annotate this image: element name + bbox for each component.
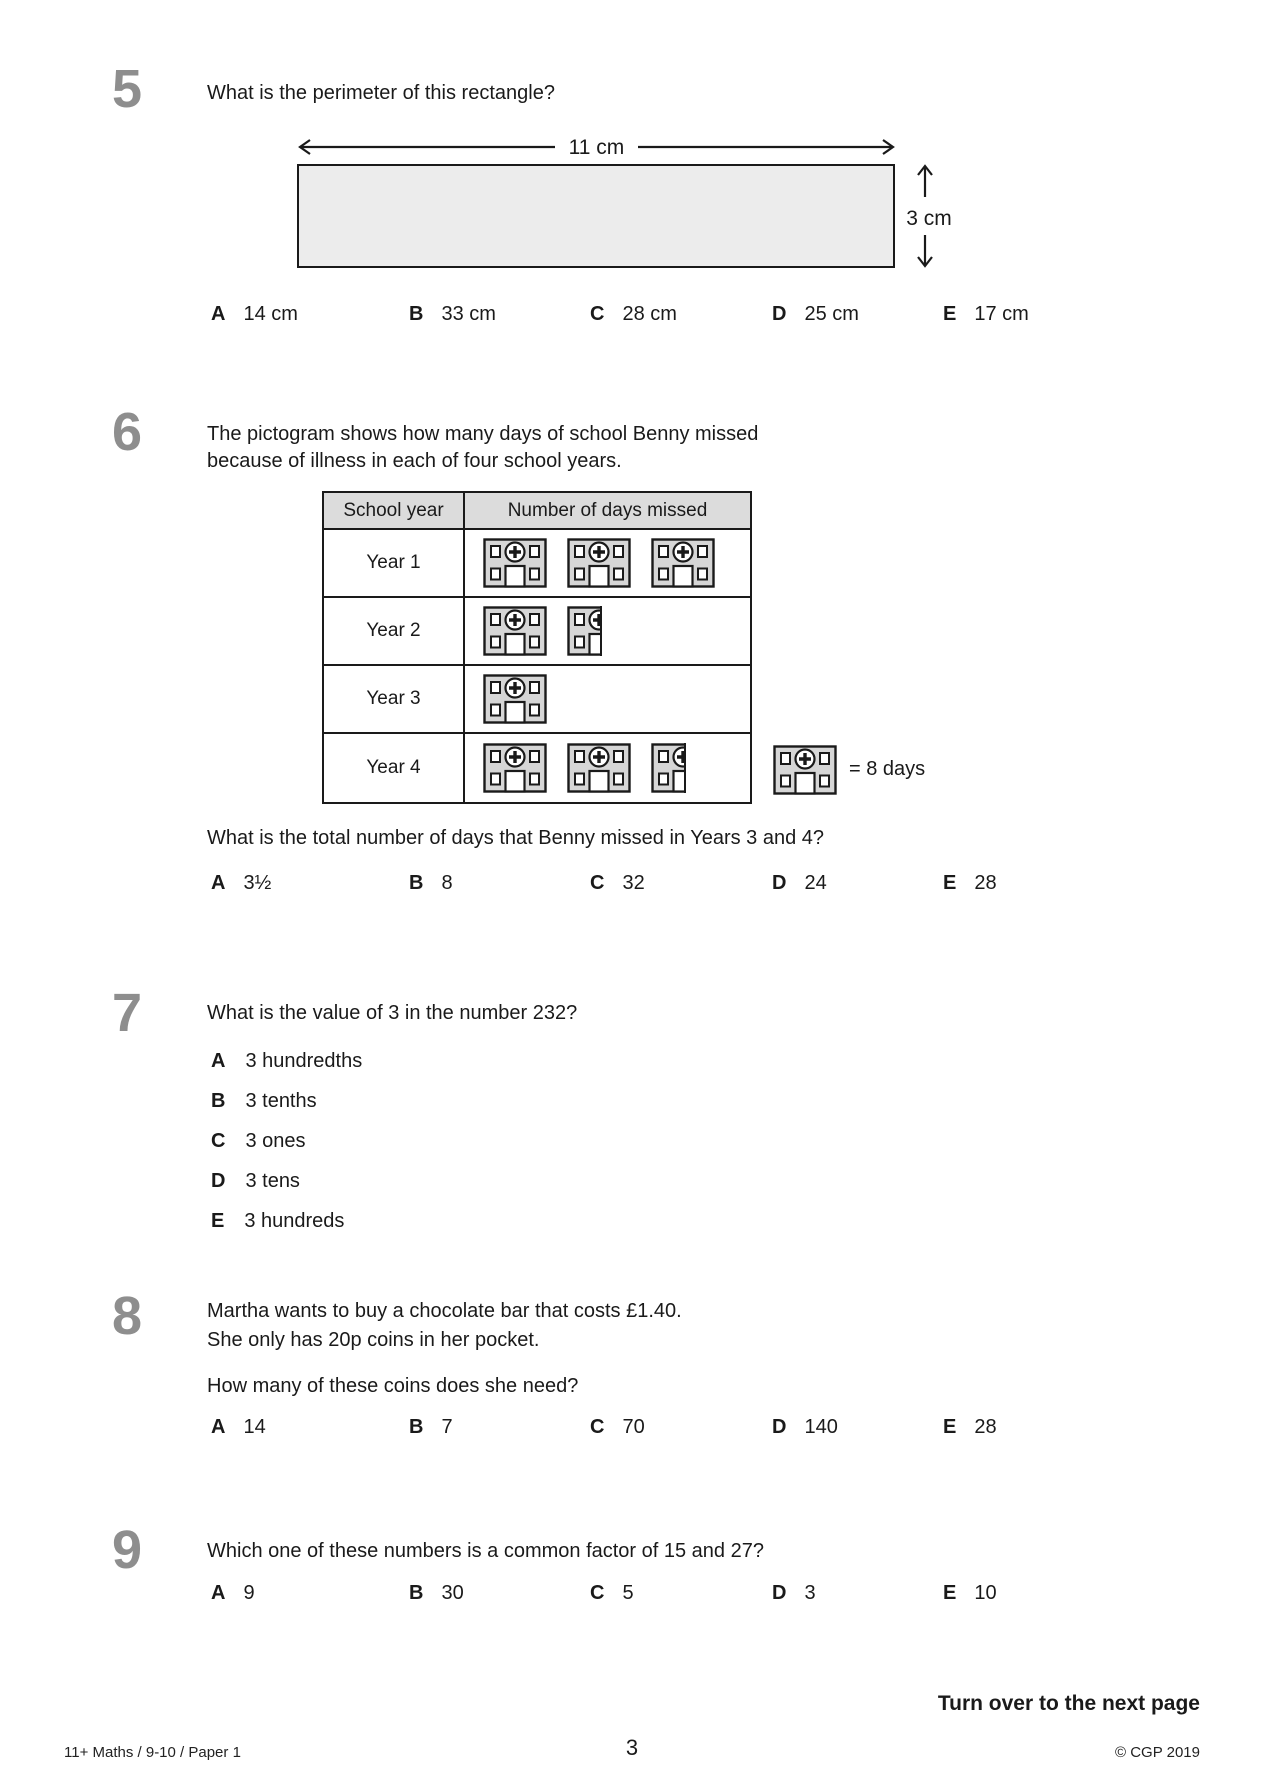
q9-option-c <box>590 1582 634 1605</box>
q6-question-line2: because of illness in each of four school years. <box>207 450 622 472</box>
table-header-days-missed: Number of days missed <box>465 493 750 530</box>
q8-option-d <box>772 1416 838 1439</box>
option-letter: D <box>211 1170 226 1192</box>
option-value: 17 cm <box>974 303 1029 325</box>
table-header-row <box>324 493 750 530</box>
option-letter: D <box>772 1416 787 1438</box>
q9-option-a <box>211 1582 255 1605</box>
turn-over-note: Turn over to the next page <box>937 1692 1200 1715</box>
q6-question-line1: The pictogram shows how many days of school Benny missed <box>207 423 759 445</box>
option-letter: B <box>211 1090 226 1112</box>
option-value: 5 <box>622 1582 634 1604</box>
q9-option-d <box>772 1582 816 1605</box>
q8-option-a <box>211 1416 266 1439</box>
option-value: 30 <box>441 1582 464 1604</box>
option-letter: B <box>409 303 424 325</box>
q7-option-b <box>211 1090 317 1113</box>
option-value: 33 cm <box>441 303 496 325</box>
width-dimension-label: 11 cm <box>568 136 625 159</box>
pictogram-cell-year3 <box>465 666 750 734</box>
school-building-icon <box>483 743 547 793</box>
pictogram-cell-year4 <box>465 734 750 802</box>
q9-option-b <box>409 1582 464 1605</box>
option-letter: C <box>211 1130 226 1152</box>
pictogram-table <box>322 491 752 804</box>
page-number: 3 <box>625 1735 639 1760</box>
table-row <box>324 530 750 598</box>
option-value: 10 <box>974 1582 997 1604</box>
q5-options <box>0 303 1264 331</box>
row-label-year2: Year 2 <box>324 598 465 666</box>
q6-option-a <box>211 872 271 895</box>
q6-option-b <box>409 872 453 895</box>
option-value: 28 cm <box>622 303 677 325</box>
q6-question-text: What is the total number of days that Benny missed in Years 3 and 4? <box>207 827 825 849</box>
school-building-icon <box>567 538 631 588</box>
option-value: 140 <box>804 1416 838 1438</box>
q9-option-e <box>943 1582 997 1605</box>
option-letter: D <box>772 872 787 894</box>
q8-question-line3: How many of these coins does she need? <box>207 1375 579 1397</box>
option-letter: C <box>590 1416 605 1438</box>
height-dimension-label: 3 cm <box>906 207 952 230</box>
pictogram-key-label: = 8 days <box>849 757 926 780</box>
option-letter: A <box>211 1582 226 1604</box>
option-value: 14 <box>243 1416 266 1438</box>
q5-option-b <box>409 303 496 326</box>
school-building-icon <box>567 743 631 793</box>
school-building-icon <box>483 606 547 656</box>
q6-option-d <box>772 872 827 895</box>
table-row <box>324 666 750 734</box>
q8-option-b <box>409 1416 453 1439</box>
q5-option-c <box>590 303 677 326</box>
option-letter: C <box>590 872 605 894</box>
half-school-building-icon <box>567 606 602 656</box>
table-row <box>324 598 750 666</box>
option-value: 8 <box>441 872 453 894</box>
pictogram-cell-year2 <box>465 598 750 666</box>
q7-option-d <box>211 1170 300 1193</box>
option-value: 7 <box>441 1416 453 1438</box>
q8-question-line2: She only has 20p coins in her pocket. <box>207 1329 540 1351</box>
school-building-icon <box>651 538 715 588</box>
option-letter: B <box>409 872 424 894</box>
pictogram-key-school-building-icon <box>773 744 837 794</box>
option-value: 24 <box>804 872 827 894</box>
pictogram-key <box>773 744 925 794</box>
q8-question-line1: Martha wants to buy a chocolate bar that costs £1.40. <box>207 1300 682 1322</box>
option-letter: A <box>211 303 226 325</box>
option-value: 3 ones <box>245 1130 306 1152</box>
option-value: 3 hundreds <box>244 1210 345 1232</box>
row-label-year1: Year 1 <box>324 530 465 598</box>
option-letter: E <box>943 1582 957 1604</box>
q6-option-e <box>943 872 997 895</box>
option-value: 70 <box>622 1416 645 1438</box>
option-value: 3 tens <box>245 1170 300 1192</box>
q5-option-d <box>772 303 859 326</box>
table-row <box>324 734 750 802</box>
option-letter: D <box>772 303 787 325</box>
option-letter: E <box>943 872 957 894</box>
q9-question-text: Which one of these numbers is a common factor of 15 and 27? <box>207 1540 764 1562</box>
row-label-year3: Year 3 <box>324 666 465 734</box>
option-letter: E <box>943 1416 957 1438</box>
q5-option-e <box>943 303 1029 326</box>
option-letter: A <box>211 872 226 894</box>
question-number-5: 5 <box>112 59 143 119</box>
question-number-6: 6 <box>112 402 143 462</box>
question-number-7: 7 <box>112 983 143 1043</box>
q9-options <box>0 1582 1264 1610</box>
pictogram-cell-year1 <box>465 530 750 598</box>
option-letter: A <box>211 1050 226 1072</box>
option-letter: C <box>590 1582 605 1604</box>
option-value: 3½ <box>243 872 272 894</box>
option-value: 3 tenths <box>245 1090 317 1112</box>
row-label-year4: Year 4 <box>324 734 465 802</box>
option-value: 14 cm <box>243 303 298 325</box>
option-letter: E <box>943 303 957 325</box>
q8-options <box>0 1416 1264 1444</box>
school-building-icon <box>483 538 547 588</box>
question-number-9: 9 <box>112 1520 143 1580</box>
q6-options <box>0 872 1264 900</box>
option-letter: D <box>772 1582 787 1604</box>
school-building-icon <box>483 674 547 724</box>
q8-option-c <box>590 1416 645 1439</box>
q7-option-e <box>211 1210 344 1233</box>
option-letter: B <box>409 1582 424 1604</box>
q5-option-a <box>211 303 298 326</box>
option-value: 3 <box>804 1582 816 1604</box>
option-value: 25 cm <box>804 303 859 325</box>
option-letter: A <box>211 1416 226 1438</box>
q7-option-c <box>211 1130 306 1153</box>
option-value: 28 <box>974 872 997 894</box>
q8-option-e <box>943 1416 997 1439</box>
option-letter: E <box>211 1210 225 1232</box>
option-value: 28 <box>974 1416 997 1438</box>
q7-question-text: What is the value of 3 in the number 232? <box>207 1002 578 1024</box>
footer-paper-title: 11+ Maths / 9-10 / Paper 1 <box>64 1744 241 1761</box>
option-value: 3 hundredths <box>245 1050 363 1072</box>
q6-option-c <box>590 872 645 895</box>
q7-option-a <box>211 1050 362 1073</box>
option-value: 32 <box>622 872 645 894</box>
half-school-building-icon <box>651 743 686 793</box>
rectangle-shape <box>297 164 895 268</box>
option-letter: B <box>409 1416 424 1438</box>
footer-copyright: © CGP 2019 <box>1115 1744 1200 1761</box>
option-letter: C <box>590 303 605 325</box>
table-header-school-year: School year <box>324 493 465 530</box>
q5-question-text: What is the perimeter of this rectangle? <box>207 82 555 104</box>
option-value: 9 <box>243 1582 255 1604</box>
question-number-8: 8 <box>112 1286 143 1346</box>
